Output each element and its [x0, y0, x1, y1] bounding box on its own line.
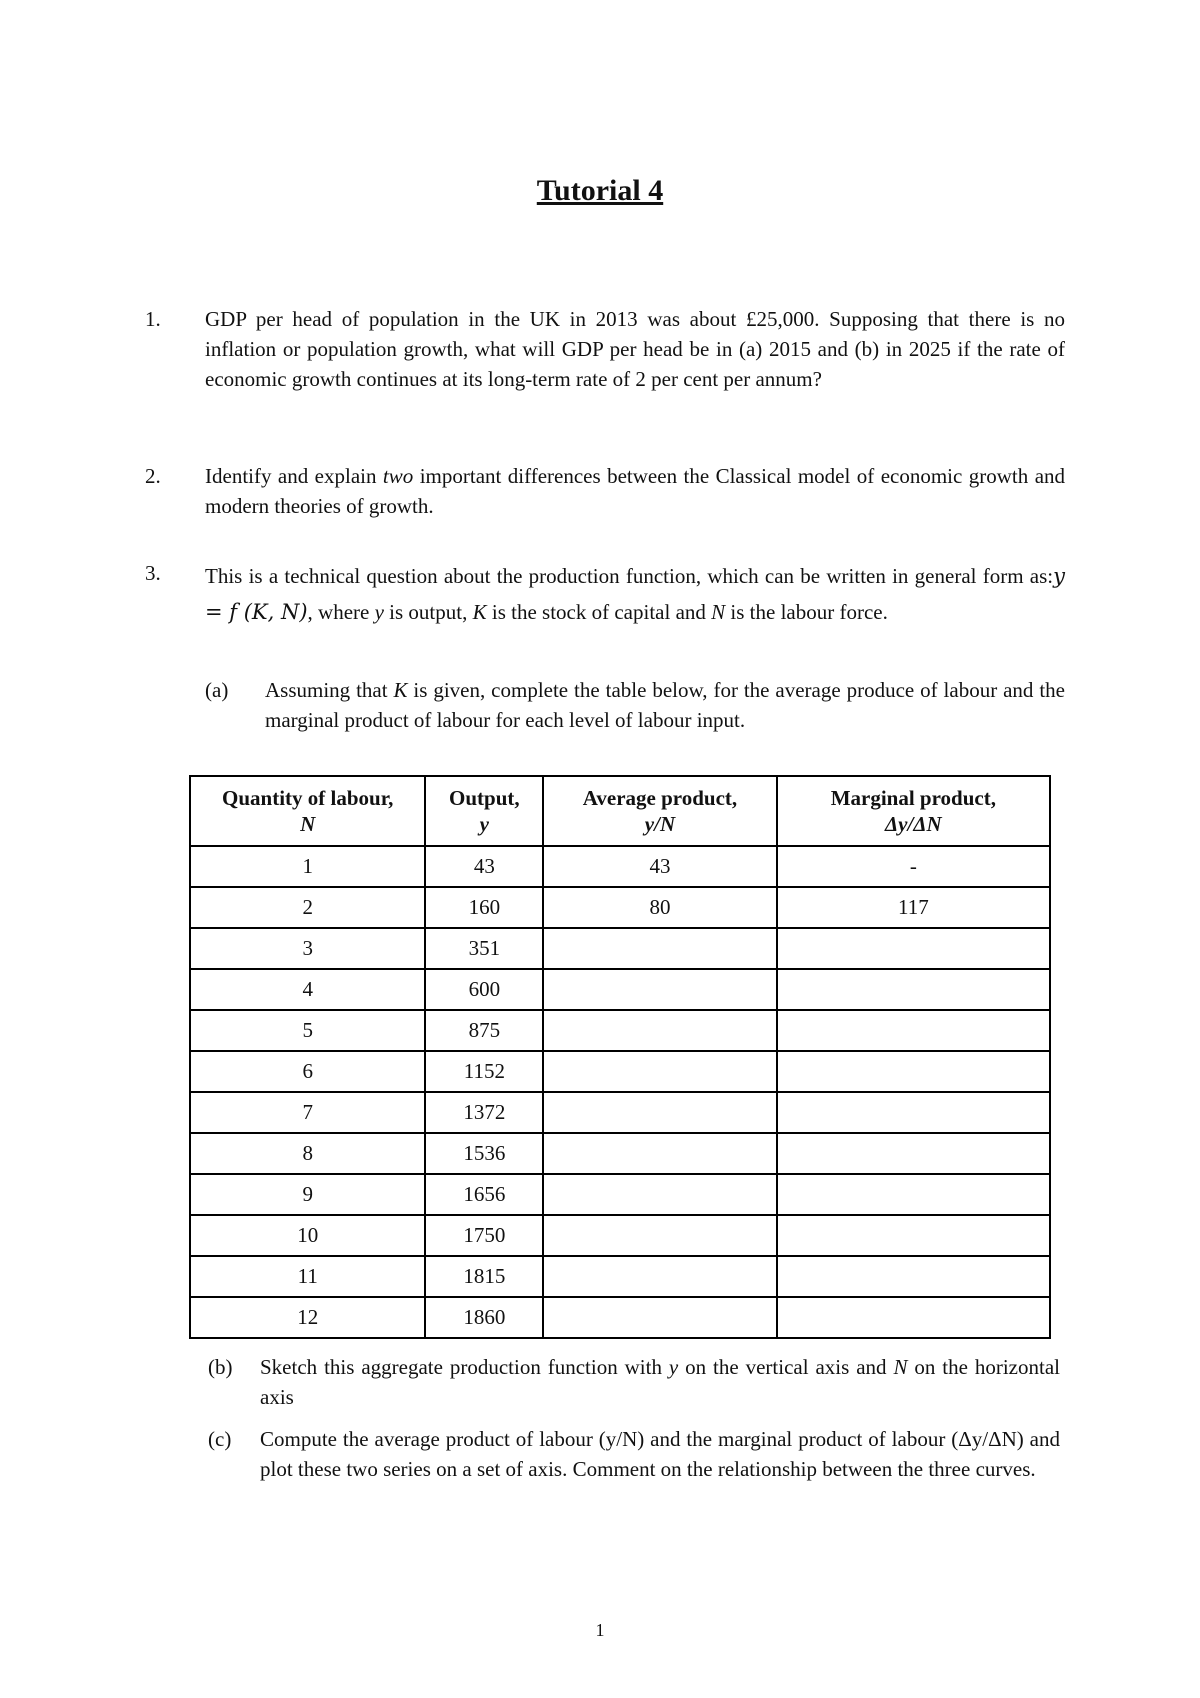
average-product-cell [543, 1256, 776, 1297]
table-row [190, 1215, 1050, 1256]
quantity-cell: 6 [190, 1051, 425, 1092]
average-product-cell [543, 969, 776, 1010]
output-cell: 1372 [425, 1092, 543, 1133]
output-cell: 160 [425, 887, 543, 928]
quantity-cell: 11 [190, 1256, 425, 1297]
marginal-product-cell [777, 969, 1050, 1010]
table-row [190, 1133, 1050, 1174]
marginal-product-cell: 117 [777, 887, 1050, 928]
question-number: 1. [145, 307, 161, 331]
average-product-cell [543, 1297, 776, 1338]
table-row [190, 969, 1050, 1010]
table-row [190, 1092, 1050, 1133]
average-product-cell [543, 928, 776, 969]
emphasis: two [382, 464, 414, 488]
quantity-cell: 3 [190, 928, 425, 969]
average-product-cell [543, 1010, 776, 1051]
subquestion-text: Assuming that K is given, complete the table below, for the average produce of labour and the marginal product of labour for each level of labour input. [265, 678, 1065, 732]
output-cell: 43 [425, 846, 543, 887]
average-product-cell [543, 1092, 776, 1133]
marginal-product-cell [777, 1051, 1050, 1092]
output-cell: 1536 [425, 1133, 543, 1174]
quantity-cell: 2 [190, 887, 425, 928]
output-cell: 1815 [425, 1256, 543, 1297]
quantity-cell: 4 [190, 969, 425, 1010]
average-product-cell [543, 1174, 776, 1215]
average-product-cell [543, 1133, 776, 1174]
header-quantity-of-labour: Quantity of labour, N [190, 776, 425, 846]
table-row [190, 928, 1050, 969]
output-cell: 1656 [425, 1174, 543, 1215]
output-cell: 351 [425, 928, 543, 969]
table-row [190, 846, 1050, 887]
quantity-cell: 9 [190, 1174, 425, 1215]
question-text: This is a technical question about the production function, which can be written in general form as:y = f (K, N), where y is output, K is the stock of capital and N is the labour force. [205, 564, 1065, 624]
subquestion-text: Compute the average product of labour (y/N) and the marginal product of labour (Δy/ΔN) and plot these two series on a set of axis. Comment on the relationship between the three curves. [260, 1427, 1060, 1481]
table-row [190, 1256, 1050, 1297]
table-row [190, 887, 1050, 928]
table-row [190, 1010, 1050, 1051]
header-output: Output, y [425, 776, 543, 846]
question-text: Identify and explain two important differences between the Classical model of economic growth and modern theories of growth. [205, 464, 1066, 518]
marginal-product-cell: - [777, 846, 1050, 887]
table-row [190, 1297, 1050, 1338]
marginal-product-cell [777, 1174, 1050, 1215]
output-cell: 1750 [425, 1215, 543, 1256]
quantity-cell: 7 [190, 1092, 425, 1133]
marginal-product-cell [777, 1256, 1050, 1297]
table-header-row [190, 776, 1050, 846]
production-function-formula: y = f (K, N) [205, 564, 1065, 624]
output-cell: 1152 [425, 1051, 543, 1092]
average-product-cell [543, 1051, 776, 1092]
question-number: 2. [145, 464, 161, 488]
production-table [189, 775, 1051, 1339]
average-product-cell [543, 1215, 776, 1256]
marginal-product-cell [777, 928, 1050, 969]
quantity-cell: 1 [190, 846, 425, 887]
marginal-product-cell [777, 1133, 1050, 1174]
subquestion-label: (c) [208, 1427, 232, 1451]
page-title: Tutorial 4 [536, 174, 664, 207]
output-cell: 875 [425, 1010, 543, 1051]
question-text: GDP per head of population in the UK in 2013 was about £25,000. Supposing that there is no inflation or population growth, what will GDP per head be in (a) 2015 and (b) in 2025 if the rate of economic growth continues at its long-term rate of 2 per cent per annum? [205, 307, 1065, 391]
marginal-product-cell [777, 1010, 1050, 1051]
header-marginal-product: Marginal product, Δy/ΔN [777, 776, 1050, 846]
header-average-product: Average product, y/N [543, 776, 776, 846]
marginal-product-cell [777, 1092, 1050, 1133]
question-number: 3. [145, 561, 161, 585]
quantity-cell: 10 [190, 1215, 425, 1256]
quantity-cell: 5 [190, 1010, 425, 1051]
marginal-product-cell [777, 1215, 1050, 1256]
marginal-product-cell [777, 1297, 1050, 1338]
subquestion-text: Sketch this aggregate production function with y on the vertical axis and N on the horizontal axis [260, 1355, 1060, 1409]
table-row [190, 1051, 1050, 1092]
average-product-cell: 80 [543, 887, 776, 928]
page-number: 1 [595, 1620, 605, 1640]
quantity-cell: 12 [190, 1297, 425, 1338]
output-cell: 1860 [425, 1297, 543, 1338]
output-cell: 600 [425, 969, 543, 1010]
quantity-cell: 8 [190, 1133, 425, 1174]
table-row [190, 1174, 1050, 1215]
subquestion-label: (b) [208, 1355, 233, 1379]
subquestion-label: (a) [205, 678, 229, 702]
average-product-cell: 43 [543, 846, 776, 887]
